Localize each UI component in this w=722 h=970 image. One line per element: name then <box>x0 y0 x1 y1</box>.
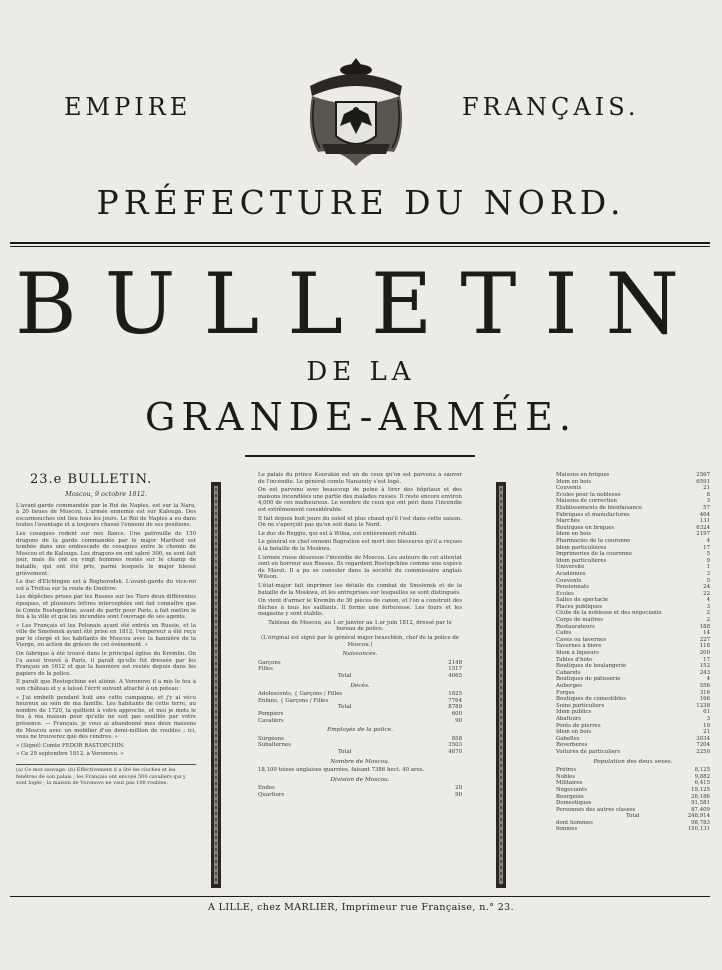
population-row: Militaires 6,415 <box>556 780 710 787</box>
statistics-row: Abattoirs 3 <box>556 715 710 722</box>
section-deces: Décès. <box>350 682 370 689</box>
table-row: Enfans, { Garçons / Filles 7764 <box>258 697 462 704</box>
section-division: Division de Moscou. <box>330 776 390 783</box>
statistics-row: Boutiques de comestibles 166 <box>556 696 710 703</box>
statistics-row: Salles de spectacle 4 <box>556 597 710 604</box>
bottom-rule <box>10 896 710 897</box>
statistics-row: Maisons en briques 2567 <box>556 472 710 478</box>
signature-date: » Ce 29 septembre 1812, à Voronovo. » <box>16 751 124 758</box>
paragraph: « Les Français et les Polonais ayant été entrés en Russie, et la ville de Smolensk ayant été prise en 1812, l'empereur a été reçu par le clergé et les habitants de Moscou avec la bannière de la Vierge, ou action de grâces de cet événement. » <box>16 622 196 649</box>
statistics-row: Idem particulières 9 <box>556 557 710 564</box>
bulletin-date: Moscou, 9 octobre 1812. <box>65 490 147 498</box>
statistics-row: Corps de maîtres 2 <box>556 617 710 624</box>
statistics-row: Maisons de correction 3 <box>556 498 710 505</box>
statistics-row: Fabriques et manufactures 464 <box>556 511 710 518</box>
imperial-eagle-emblem-icon <box>300 52 412 170</box>
statistics-row: Pharmacies de la couronne 4 <box>556 537 710 544</box>
population-row: Prêtres 8,125 <box>556 767 710 774</box>
column-three <box>556 472 710 882</box>
statistics-row: Tavernes à bière 118 <box>556 643 710 650</box>
statistics-row: Imprimeries de la couronne 5 <box>556 551 710 558</box>
statistics-row: Écoles 22 <box>556 590 710 597</box>
section-etendue: Nombre de Moscou. <box>330 758 390 765</box>
statistics-row: Idem en bois 2197 <box>556 531 710 538</box>
statistics-row: Idem particulières 17 <box>556 544 710 551</box>
paragraph: Le général en chef ennemi Bagration est mort des blessures qu'il a reçues à la bataille de la Moskwa. <box>258 539 462 552</box>
table-note: (L'original est signé par le général major Iwaschkin, chef de la police de Moscou.) <box>260 635 460 648</box>
statistics-row: Couvents 21 <box>556 485 710 492</box>
paragraph: On est parvenu avec beaucoup de peine à tirer des hôpitaux et des maisons incendiées une partie des malades russes. Il reste encore environ 4,000 de ces malheureux. Le nombre de ceux qui ont péri dans l'incendie est extrêmement considérable. <box>258 487 462 513</box>
statistics-row: Idem en bois 21 <box>556 729 710 736</box>
paragraph: Le duc de Reggio, qui est à Wilna, est entièrement rétabli. <box>258 530 418 537</box>
paragraph: L'avant-garde commandée par le Roi de Naples, est sur la Nara, à 20 lieues de Moscou. L'armée ennemie est sur Kalouga. Des escarmouches ont lieu tous les jours. Le Roi de Naples a eu dans toutes l'avantage et a toujours chassé l'ennemi de ses positions. <box>16 502 196 529</box>
population-row: Domestiques 91,581 <box>556 800 710 807</box>
prefecture-title: PRÉFECTURE DU NORD. <box>96 183 626 222</box>
paragraph: Le palais du prince Kourakin est un de ceux qu'on est parvenu à sauver de l'incendie. Le général comte Nansouty s'est logé. <box>258 472 462 485</box>
statistics-list <box>556 472 710 756</box>
statistics-row: Idem publics 61 <box>556 709 710 716</box>
statistics-row: Université 1 <box>556 564 710 571</box>
statistics-row: Restaurateurs 188 <box>556 623 710 630</box>
population-row: Négociants 19,125 <box>556 786 710 793</box>
paragraph: Les dépêches prises par les Russes sur les Tiers deux différentes époques, et plusieurs lettres interceptées ont fait connaître que le Comte Rostopchine, avant de partir pour Paris, a fait mettre le feu à la ville et que les incendies sont l'ouvrage de ses agents. <box>16 594 196 621</box>
table-row: Endes 20 <box>258 785 462 792</box>
statistics-row: Marchés 131 <box>556 518 710 525</box>
statistics-row: Idem en bois 6591 <box>556 478 710 485</box>
paragraph: Il fait depuis huit jours du soleil et plus chaud qu'il l'est dans cette saison. On ne s'aperçoit pas qu'on soit dans le Nord. <box>258 515 462 529</box>
table-total-row: Total 4665 <box>338 673 462 680</box>
statistics-row: Réverbères 7204 <box>556 742 710 749</box>
statistics-row: Idem à liqueurs 200 <box>556 650 710 657</box>
table-row: Adolescents, { Garçons / Filles 1825 <box>258 691 462 698</box>
paragraph: « J'ai embelli pendant huit ans cette campagne, et j'y ai vécu heureux au sein de ma famille. Les habitants de cette terre, au nombre de 1720, la quittent à votre approche, et moi je mets le feu à ma maison pour qu'elle ne soit pas souillée par votre présence. — Français, je vous ai abandonné mes deux maisons de Moscou avec un mobilier d'un demi-million de roubles ; ici, vous ne trouverez que des cendres. » <box>16 694 196 741</box>
statistics-row: Auberges 556 <box>556 683 710 689</box>
table-row: Subalternes 3503 <box>258 742 462 749</box>
statistics-row: Couvents 5 <box>556 577 710 584</box>
printer-imprint: A LILLE, chez MARLIER, Imprimeur rue Française, n.° 23. <box>207 902 515 913</box>
table-row: Surgéons 858 <box>258 735 462 742</box>
bulletin-number: 23.e BULLETIN. <box>30 472 153 487</box>
statistics-row: Écoles pour la noblesse 8 <box>556 491 710 498</box>
header-francais: FRANÇAIS. <box>462 93 640 121</box>
statistics-row: Clubs de la noblesse et des négociants 2 <box>556 610 710 617</box>
paragraph: L'état-major fait imprimer les détails du combat de Smolensk et de la bataille de la Moskwa, et les entreprises sur lesquelles se sont distingués. <box>258 582 462 596</box>
section-police: Employés de la police. <box>327 727 393 734</box>
population-list <box>556 767 710 813</box>
statistics-row: Boutiques de boulangerie 152 <box>556 663 710 670</box>
title-rule <box>245 455 475 457</box>
paragraph: L'armée russe désavoue l'incendie de Moscou. Les auteurs de cet attentat sont en horreur aux Russes. Ils regardent Rostopchine comme une espèce de Marat. Il a pu se consoler dans la société du commissaire anglais Wilson. <box>258 554 462 581</box>
top-rule <box>10 242 710 244</box>
population-row: Personnes des autres classes 87,409 <box>556 806 710 813</box>
statistics-row: Gabelles 3034 <box>556 735 710 742</box>
paragraph: On vient d'armer le Kremlin de 30 pièces de canon, et l'on a construit des flèches à tous les saillants. Il forme une forteresse. Les fours et les magasins y sont établis. <box>258 598 462 618</box>
population-title: Population des deux sexes. <box>593 758 673 765</box>
footnote: (a) Ce mot sauvage. (b) Effectivement il a ôté les cloches et les fenêtres de son palais ; les Français ont envoyé 500 cavaliers qui y sont logés ; la maison de Voronovo ne vaut pas 100 roubles. <box>16 764 196 787</box>
statistics-row: Boutiques en briques 6324 <box>556 524 710 531</box>
paragraph: Il paraît que Rostopchine est aliéné. A Voronovo il a mis le feu à son château et y a laissé l'écrit suivant attaché à un poteau : <box>16 679 196 693</box>
area-note: 18,100 toises anglaises quarrées, faisant 7386 hect. 40 ares. <box>258 767 425 774</box>
statistics-row: Forges 316 <box>556 689 710 696</box>
column-two <box>258 472 462 890</box>
table-row: Filles 1517 <box>258 666 462 673</box>
statistics-row: Pensionnats 24 <box>556 584 710 591</box>
table-total-row: Total 4670 <box>338 748 462 755</box>
sexes-row: femmes 150,131 <box>556 826 710 833</box>
table-caption: Tableau de Moscou, au 1.er janvier au 1.er juin 1812, dressé par le bureau de police. <box>268 619 452 633</box>
table-row: Cavaliers 90 <box>258 717 462 724</box>
section-naissances: Naissances. <box>342 651 378 658</box>
statistics-row: Établissements de bienfaisance 57 <box>556 504 710 511</box>
statistics-row: Ponts de pierres 10 <box>556 722 710 729</box>
column-ornament-right <box>493 482 509 888</box>
header-empire: EMPIRE <box>64 93 192 121</box>
bulletin-title: BULLETIN <box>14 255 708 353</box>
table-total-row: Total 8789 <box>338 704 462 711</box>
sexes-list <box>556 820 710 833</box>
signature: » (Signé) Comte FEDOR RASTOPCHIN. <box>16 742 125 749</box>
column-ornament-left <box>208 482 224 888</box>
population-row: Nobles 9,882 <box>556 773 710 780</box>
statistics-row: Boutiques de pâtisserie 4 <box>556 676 710 683</box>
top-rule-thin <box>10 246 710 247</box>
paragraph: Le duc d'Elchingen est à Boghorodsk. L'avant-garde du vice-roi est à Troitsa sur la route de Dmitrov. <box>16 579 196 592</box>
statistics-row: Soins particuliers 1238 <box>556 702 710 709</box>
statistics-row: Cabarets 243 <box>556 669 710 676</box>
statistics-row: Caves ou tavernes 227 <box>556 636 710 643</box>
statistics-row: Académies 3 <box>556 570 710 577</box>
statistics-row: Voitures de particuliers 2250 <box>556 748 710 755</box>
column-one <box>16 472 196 882</box>
population-row: Bourgeois 26,186 <box>556 793 710 800</box>
population-total-row: Total 248,914 <box>626 813 710 820</box>
army-title: GRANDE-ARMÉE. <box>145 395 577 439</box>
paragraph: Les cosaques rodent sur nos flancs. Une patrouille de 150 dragons de la garde commandée par le major Marthod est tombée dans une embuscade de cosaques entre le chemin de Moscou et de Kalouga. Les dragons en ont sabré 300, se sont fait jour, mais ils ont eu vingt hommes restés sur le champ de bataille, qui ont été pris, parmi lesquels le major blessé grièvement. <box>16 530 196 577</box>
paragraph: On fabrique à été trouvé dans le principal église du Kremlin. On l'a aussi trouvé à Paris, il paraît qu'elle fut dressée par les Français en 1612 et que la bannière est restée depuis dans les papiers de la police. <box>16 651 196 677</box>
statistics-row: Cafés 14 <box>556 630 710 637</box>
sexes-row: dont hommes 98,783 <box>556 819 710 826</box>
table-row: Garçons 2148 <box>258 659 462 666</box>
subtitle-de-la: DE LA <box>306 357 416 387</box>
statistics-row: Tables d'hôte 17 <box>556 656 710 663</box>
table-row: Pompiers 600 <box>258 711 462 717</box>
table-row: Quartiers 90 <box>258 791 462 798</box>
statistics-row: Places publiques 3 <box>556 603 710 610</box>
